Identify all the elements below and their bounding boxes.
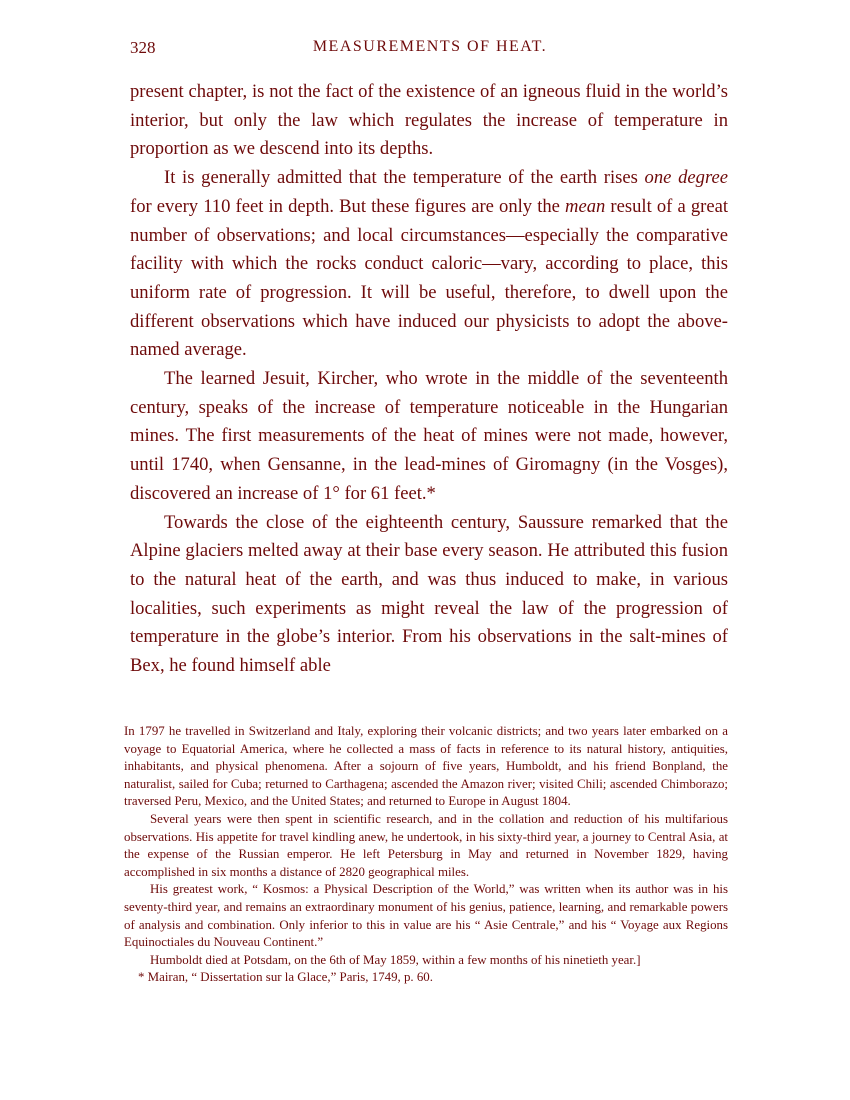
page-header xyxy=(130,38,730,62)
footnote-humboldt-kosmos: His greatest work, “ Kosmos: a Physical Description of the World,” was written when its author was in his seventy-third year, and remains an extraordinary monument of his genius, patience, learning, and remarkable powers of analysis and combination. Only inferior to this in value are his “ Asie Centrale,” and his “ Voyage aux Regions Equinoctiales du Nouveau Continent.” xyxy=(124,882,728,950)
emphasis-one-degree: one degree xyxy=(644,167,728,189)
emphasis-mean: mean xyxy=(565,195,606,217)
paragraph-continued: present chapter, is not the fact of the existence of an igneous fluid in the world’s interior, but only the law which regulates the increase of temperature in proportion as we descend into its depths. xyxy=(130,81,728,160)
page-number: 328 xyxy=(130,38,156,57)
text-run: result of a great number of observations; and local circumstances—especially the comparative facility with which the rocks conduct caloric—vary, according to place, this uniform rate of progression. It will be useful, therefore, to dwell upon the different observations which have induced our physicists to adopt the above-named average. xyxy=(130,195,728,361)
paragraph-mean-temperature xyxy=(130,164,728,365)
footnotes xyxy=(124,723,728,987)
footnote-mairan: * Mairan, “ Dissertation sur la Glace,” Paris, 1749, p. 60. xyxy=(138,970,433,985)
footnote-humboldt-death: Humboldt died at Potsdam, on the 6th of May 1859, within a few months of his ninetieth year.] xyxy=(150,952,641,967)
body-text xyxy=(130,78,728,681)
text-run: for every 110 feet in depth. But these figures are only the xyxy=(130,195,566,217)
paragraph-saussure: Towards the close of the eighteenth century, Saussure remarked that the Alpine glaciers melted away at their base every season. He attributed this fusion to the natural heat of the earth, and was thus induced to make, in various localities, such experiments as might reveal the law of the progression of temperature in the globe’s interior. From his observations in the salt-mines of Bex, he found himself able xyxy=(130,511,728,677)
footnote-humboldt-research: Several years were then spent in scientific research, and in the collation and reduction of his multifarious observations. His appetite for travel kindling anew, he undertook, in his sixty-third year, a journey to Central Asia, at the expense of the Russian emperor. He left Petersburg in May and returned in November 1829, having accomplished in six months a distance of 2820 geographical miles. xyxy=(124,811,728,879)
paragraph-kircher: The learned Jesuit, Kircher, who wrote in the middle of the seventeenth century, speaks of the increase of temperature noticeable in the Hungarian mines. The first measurements of the heat of mines were not made, however, until 1740, when Gensanne, in the lead-mines of Giromagny (in the Vosges), discovered an increase of 1° for 61 feet.* xyxy=(130,368,728,504)
text-run: It is generally admitted that the temperature of the earth rises xyxy=(164,167,645,189)
footnote-humboldt-travels: In 1797 he travelled in Switzerland and Italy, exploring their volcanic districts; and two years later embarked on a voyage to Equatorial America, where he collected a mass of facts in reference to its natural history, antiquities, inhabitants, and physical phenomena. After a sojourn of five years, Humboldt, and his friend Bonpland, the naturalist, sailed for Cuba; returned to Carthagena; ascended the Amazon river; visited Chili; ascended Chimborazo; traversed Peru, Mexico, and the United States; and returned to Europe in August 1804. xyxy=(124,724,728,809)
running-head: MEASUREMENTS OF HEAT. xyxy=(312,38,548,55)
